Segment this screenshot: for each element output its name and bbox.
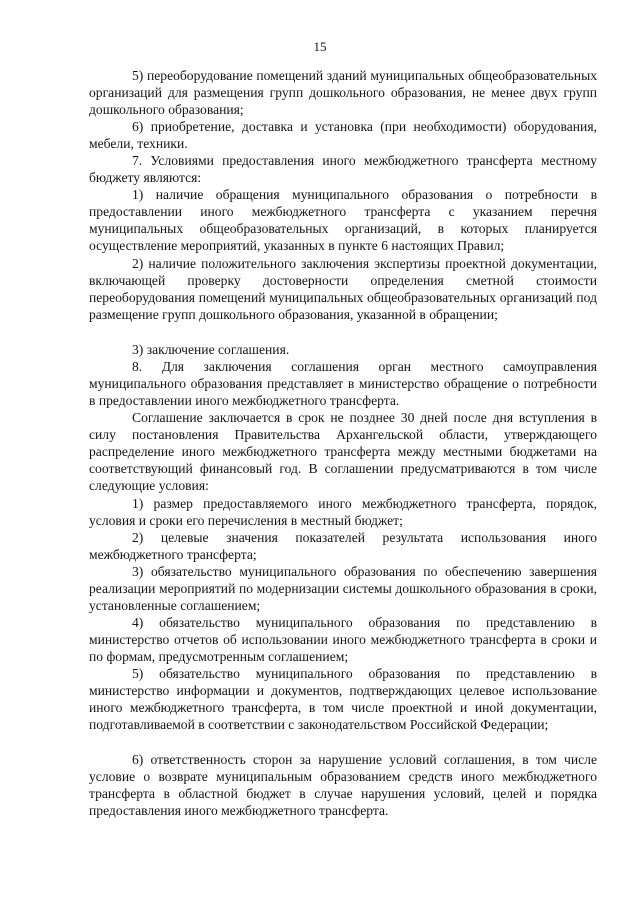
paragraph-condition-3: 3) заключение соглашения. xyxy=(132,342,290,357)
paragraph-condition-2: 2) наличие положительного заключения экспертизы проектной документации, включающей проверку достоверности определения сметной стоимости переоборудования помещений муниципальных общеобразовательных организаций под размещение групп дошкольного образования, указанной в обращении; xyxy=(89,256,597,322)
paragraph-clause-7: 7. Условиями предоставления иного межбюджетного трансферта местному бюджету являются: xyxy=(89,153,597,185)
paragraph-agreement-term-2: 2) целевые значения показателей результата использования иного межбюджетного трансферта; xyxy=(89,530,597,562)
paragraph-clause-8: 8. Для заключения соглашения орган местного самоуправления муниципального образования представляет в министерство обращение о потребности в предоставлении иного межбюджетного трансферта. xyxy=(89,359,597,408)
paragraph-condition-1: 1) наличие обращения муниципального образования о потребности в предоставлении иного межбюджетного трансферта с указанием перечня муниципальных общеобразовательных организаций, в которых планируется осуществление мероприятий, указанных в пункте 6 настоящих Правил; xyxy=(89,187,597,253)
paragraph-item-5-renovation: 5) переоборудование помещений зданий муниципальных общеобразовательных организаций для размещения групп дошкольного образования, не менее двух групп дошкольного образования; xyxy=(89,68,597,117)
paragraph-agreement-term-6: 6) ответственность сторон за нарушение условий соглашения, в том числе условие о возврате муниципальным образованием средств иного межбюджетного трансферта в областной бюджет в случае нарушения условий, целей и порядка предоставления иного межбюджетного трансферта. xyxy=(89,752,597,818)
paragraph-agreement-term-4: 4) обязательство муниципального образования по представлению в министерство отчетов об использовании иного межбюджетного трансферта в сроки и по формам, предусмотренным соглашением; xyxy=(89,615,597,664)
paragraph-agreement-term-1: 1) размер предоставляемого иного межбюджетного трансферта, порядок, условия и сроки его перечисления в местный бюджет; xyxy=(89,496,597,528)
paragraph-agreement: Соглашение заключается в срок не позднее 30 дней после дня вступления в силу постановления Правительства Архангельской области, утверждающего распределение иного межбюджетного трансферта между местными бюджетами на соответствующий финансовый год. В соглашении предусматриваются в том числе следующие условия: xyxy=(89,410,597,493)
paragraph-agreement-term-5: 5) обязательство муниципального образования по представлению в министерство информации и документов, подтверждающих целевое использование иного межбюджетного трансферта, в том числе проектной и иной документации, подготавливаемой в соответствии с законодательством Российской Федерации; xyxy=(89,666,597,732)
page-number: 15 xyxy=(313,39,327,54)
paragraph-agreement-term-3: 3) обязательство муниципального образования по обеспечению завершения реализации мероприятий по модернизации системы дошкольного образования в сроки, установленные соглашением; xyxy=(89,564,597,613)
paragraph-item-6-equipment: 6) приобретение, доставка и установка (при необходимости) оборудования, мебели, техники. xyxy=(89,119,597,151)
